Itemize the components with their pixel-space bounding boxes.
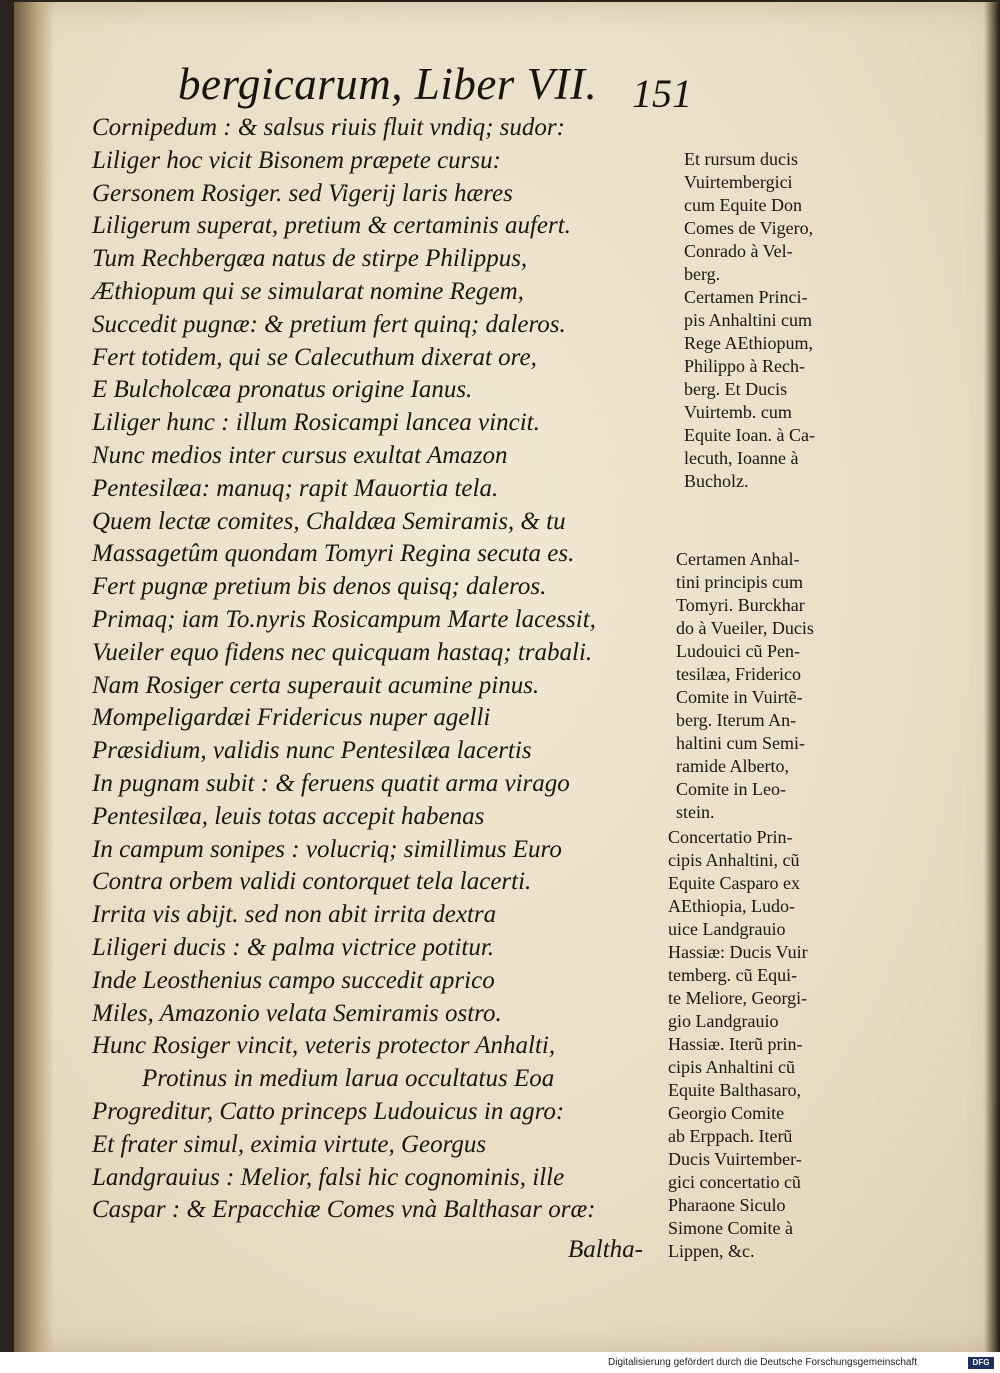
- marginal-note-line: Ducis Vuirtember-: [668, 1149, 802, 1169]
- poem-line: Contra orbem validi contorquet tela lacerti.: [92, 868, 532, 896]
- poem-line: Gersonem Rosiger. sed Vigerij laris hæres: [92, 179, 513, 207]
- page-number: 151: [632, 71, 692, 116]
- marginal-note-line: uice Landgrauio: [668, 919, 786, 939]
- poem-line: Æthiopum qui se simularat nomine Regem,: [92, 277, 524, 305]
- marginal-note-line: gici concertatio cũ: [668, 1172, 801, 1192]
- marginal-note-line: Vuirtembergici: [684, 172, 793, 192]
- marginal-note-line: lecuth, Ioanne à: [684, 448, 799, 468]
- poem-line: Vueiler equo fidens nec quicquam hastaq; trabali.: [92, 638, 593, 666]
- marginal-note-line: temberg. cũ Equi-: [668, 965, 798, 985]
- marginal-note-line: Vuirtemb. cum: [684, 402, 792, 422]
- marginal-note-line: Hassiæ: Ducis Vuir: [668, 942, 808, 962]
- poem-line: Irrita vis abijt. sed non abit irrita dextra: [92, 901, 497, 929]
- marginal-note-line: Equite Casparo ex: [668, 873, 800, 893]
- poem-line: Cornipedum : & salsus riuis fluit vndiq; sudor:: [92, 114, 565, 141]
- poem-line: Et frater simul, eximia virtute, Georgus: [92, 1130, 487, 1158]
- marginal-note-line: Hassiæ. Iterũ prin-: [668, 1034, 803, 1054]
- marginal-note-line: pis Anhaltini cum: [684, 310, 812, 330]
- poem-line: Nam Rosiger certa superauit acumine pinus.: [92, 671, 540, 699]
- poem-line: Succedit pugnæ: & pretium fert quinq; daleros.: [92, 310, 566, 338]
- marginal-note-line: stein.: [676, 802, 715, 822]
- marginal-note-line: haltini cum Semi-: [676, 733, 805, 753]
- poem-line: In campum sonipes : volucriq; simillimus Euro: [92, 835, 562, 863]
- marginal-note-line: berg. Iterum An-: [676, 710, 797, 730]
- marginal-note-line: Et rursum ducis: [684, 149, 798, 169]
- marginal-note-line: Concertatio Prin-: [668, 827, 793, 847]
- marginal-note-line: cipis Anhaltini, cũ: [668, 850, 800, 870]
- poem-line: E Bulcholcæa pronatus origine Ianus.: [92, 376, 473, 404]
- marginal-note-line: Philippo à Rech-: [684, 356, 805, 376]
- marginal-note-line: ab Erppach. Iterũ: [668, 1126, 793, 1146]
- poem-line: Primaq; iam To.nyris Rosicampum Marte lacessit,: [92, 605, 596, 633]
- poem-line: Quem lectæ comites, Chaldæa Semiramis, & tu: [92, 507, 566, 535]
- poem-line: Landgrauius : Melior, falsi hic cognominis, ille: [92, 1163, 565, 1191]
- poem-line: Hunc Rosiger vincit, veteris protector Anhalti,: [92, 1032, 556, 1060]
- marginal-note-line: Certamen Princi-: [684, 287, 808, 307]
- marginal-note-2: [676, 548, 866, 824]
- poem-line: Fert pugnæ pretium bis denos quisq; daleros.: [92, 573, 547, 601]
- marginal-note-line: ramide Alberto,: [676, 756, 789, 776]
- marginal-note-line: berg. Et Ducis: [684, 379, 788, 399]
- dfg-logo: DFG: [968, 1357, 994, 1369]
- marginal-note-line: tini principis cum: [676, 572, 803, 592]
- poem-line: Inde Leosthenius campo succedit aprico: [92, 966, 495, 994]
- marginal-note-line: AEthiopia, Ludo-: [668, 896, 795, 916]
- poem-line: Massagetûm quondam Tomyri Regina secuta es.: [92, 540, 575, 568]
- poem-line: Mompeligardæi Fridericus nuper agelli: [92, 704, 491, 732]
- poem-line: Præsidium, validis nunc Pentesilæa lacertis: [92, 737, 532, 765]
- marginal-note-3: [668, 826, 858, 1263]
- marginal-note-line: te Meliore, Georgi-: [668, 988, 808, 1008]
- marginal-note-line: Equite Ioan. à Ca-: [684, 425, 815, 445]
- marginal-note-line: Lippen, &c.: [668, 1241, 755, 1261]
- poem-line: Pentesilæa, leuis totas accepit habenas: [92, 802, 485, 830]
- poem-line: Protinus in medium larua occultatus Eoa: [142, 1065, 555, 1093]
- poem-line: Miles, Amazonio velata Semiramis ostro.: [92, 999, 502, 1027]
- marginal-note-line: berg.: [684, 264, 721, 284]
- digitization-credit: Digitalisierung gefördert durch die Deutsche Forschungsgemeinschaft: [608, 1357, 918, 1368]
- marginal-note-line: Certamen Anhal-: [676, 549, 800, 569]
- marginal-note-line: tesilæa, Friderico: [676, 664, 801, 684]
- marginal-note-line: cipis Anhaltini cũ: [668, 1057, 795, 1077]
- marginal-note-line: Tomyri. Burckhar: [676, 595, 805, 615]
- marginal-note-line: Rege AEthiopum,: [684, 333, 813, 353]
- marginal-note-line: Pharaone Siculo: [668, 1195, 786, 1215]
- catchword: Baltha-: [568, 1236, 643, 1263]
- marginal-note-line: Bucholz.: [684, 471, 749, 491]
- poem-text: [92, 112, 652, 1227]
- marginal-note-line: Ludouici cũ Pen-: [676, 641, 800, 661]
- marginal-note-line: Equite Balthasaro,: [668, 1080, 801, 1100]
- marginal-note-line: Comite in Leo-: [676, 779, 786, 799]
- marginal-note-1: [684, 148, 874, 493]
- page-edge: [984, 2, 998, 1352]
- page-gutter: [14, 2, 54, 1352]
- poem-line: Liligeri ducis : & palma victrice potitur.: [92, 933, 495, 961]
- marginal-note-line: cum Equite Don: [684, 195, 802, 215]
- poem-line: Liliger hunc : illum Rosicampi lancea vincit.: [92, 409, 540, 437]
- marginal-note-line: Comite in Vuirtẽ-: [676, 687, 803, 707]
- poem-line: Liligerum superat, pretium & certaminis aufert.: [92, 212, 571, 240]
- poem-line: Tum Rechbergæa natus de stirpe Philippus,: [92, 245, 528, 273]
- marginal-note-line: do à Vueiler, Ducis: [676, 618, 814, 638]
- poem-line: Liliger hoc vicit Bisonem præpete cursu:: [92, 146, 501, 174]
- marginal-note-line: Comes de Vigero,: [684, 218, 814, 238]
- poem-line: Progreditur, Catto princeps Ludouicus in agro:: [92, 1097, 565, 1125]
- marginal-note-line: Conrado à Vel-: [684, 241, 793, 261]
- marginal-note-line: Georgio Comite: [668, 1103, 785, 1123]
- poem-line: Pentesilæa: manuq; rapit Mauortia tela.: [92, 474, 499, 502]
- poem-line: Fert totidem, qui se Calecuthum dixerat ore,: [92, 343, 537, 371]
- poem-line: In pugnam subit : & feruens quatit arma virago: [92, 769, 570, 797]
- marginal-note-line: gio Landgrauio: [668, 1011, 779, 1031]
- poem-line: Caspar : & Erpacchiæ Comes vnà Balthasar oræ:: [92, 1196, 596, 1224]
- marginal-note-line: Simone Comite à: [668, 1218, 793, 1238]
- running-title: bergicarum, Liber VII.: [178, 59, 598, 109]
- poem-line: Nunc medios inter cursus exultat Amazon: [92, 441, 508, 469]
